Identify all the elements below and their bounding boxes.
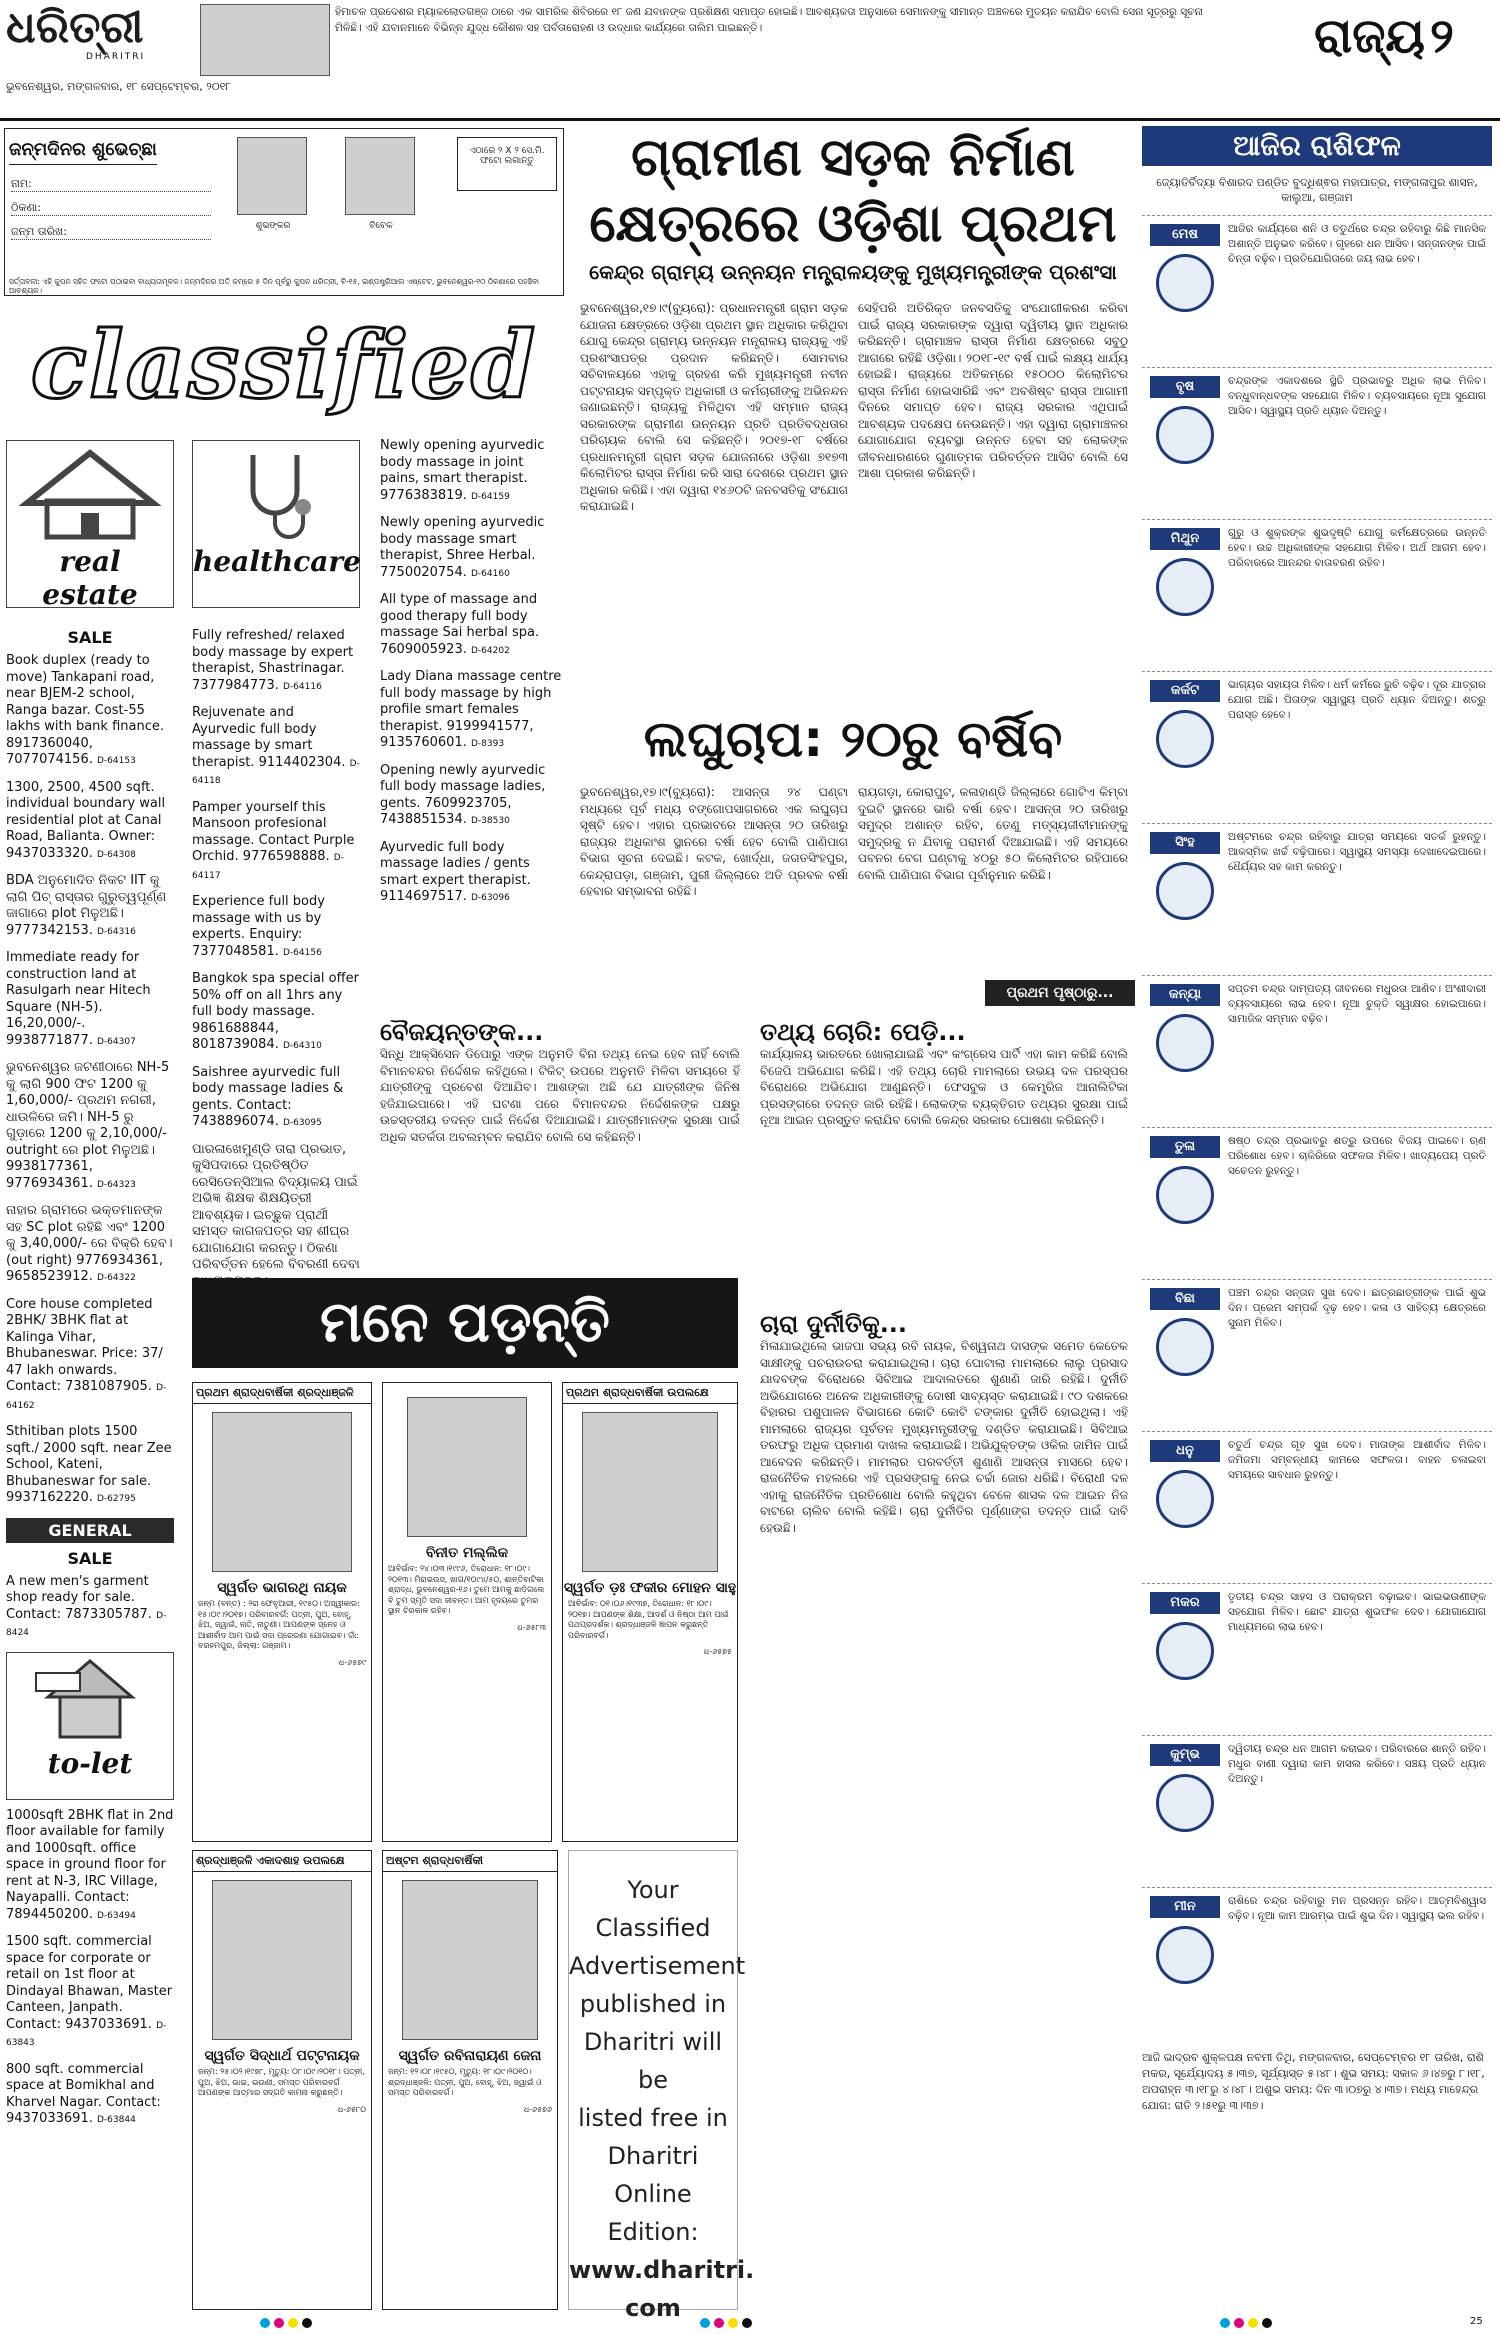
- general-ad: [6, 1574, 174, 1642]
- ad-text: 1000sqft 2BHK flat in 2nd floor available for family and 1000sqft. office space in ground floor for rent at N-3, IRC Village, Nayapalli. Contact: 7894450200.: [6, 1807, 174, 1922]
- obit4-details: ଜନ୍ମ: ୨୫।୦୨।୧୯୭୮, ମୃତ୍ୟୁ: ୦୮।୦୯।୨୦୧୮। ପତ୍ନୀ, ପୁଅ, ଝିଅ, ଭାଇ, ଭଉଣୀ, ସମସ୍ତ ପରିବାରବର୍ଗ ଆପଣଙ୍କ ଆତ୍ମାର ସଦ୍‌ଗତି କାମନା କରୁଛନ୍ତି।: [198, 2067, 365, 2097]
- obituary-card-5: [382, 1850, 558, 2310]
- cont-story-2: [760, 1018, 1128, 1308]
- sign-name: ମିଥୁନ: [1150, 528, 1220, 550]
- real-estate-ad: [6, 1424, 174, 1508]
- obit4-code: ଧ-୬୫୮୦: [337, 2104, 366, 2114]
- registration-mark-cyan: [260, 2318, 270, 2328]
- obituary-card-4: [192, 1850, 372, 2310]
- real-estate-ad: [6, 1060, 174, 1193]
- ad-code: D-64322: [96, 1273, 136, 1283]
- obit5-name: ସ୍ୱର୍ଗତ ରବିନାରାୟଣ ଜେନା: [398, 2048, 542, 2064]
- lead-headline: [578, 125, 1128, 257]
- masthead-rule: [0, 118, 1500, 121]
- horoscope-sign: [1142, 1431, 1492, 1571]
- cont-story-3: [760, 1310, 1128, 2310]
- sign-forecast: ଗୁରୁ ଓ ଶୁକ୍ରଙ୍କ ଶୁଭଦୃଷ୍ଟି ଯୋଗୁ କର୍ମକ୍ଷେତ୍ରରେ ଉନ୍ନତି ହେବ। ଉଚ୍ଚ ଅଧିକାରୀଙ୍କ ସହଯୋଗ ମିଳିବ। ଅର୍ଥ ଆଗମ ହେବ। ପରିବାରରେ ଆନନ୍ଦର ବାତାବରଣ ରହିବ।: [1228, 527, 1486, 569]
- top-news-ticker: ହିମାଚଳ ପ୍ରଦେଶର ମ୍ୟାକଲୋଡଗଞ୍ଜ ଠାରେ ଏକ ସାମରିକ ଶିବିରରେ ୧୮ ଜଣ ଯବାନଙ୍କ ପ୍ରଶିକ୍ଷଣ ସମାପ୍ତ ହୋଇଛି। ଆବଶ୍ୟକତା ଅନୁସାରେ ସେମାନଙ୍କୁ ସୀମାନ୍ତ ଅଞ୍ଚଳରେ ମୁତୟନ କରାଯିବ ବୋଲି ସେନା ସୂତ୍ରରୁ ସୂଚନା ମିଳିଛି। ଏହି ଯବାନମାନେ ବିଭିନ୍ନ ଯୁଦ୍ଧ କୌଶଳ ସହ ପର୍ବତାରୋହଣ ଓ ଉଦ୍ଧାର କାର୍ଯ୍ୟରେ ତାଲିମ ପାଇଛନ୍ତି।: [335, 6, 1204, 34]
- healthcare-ad: [192, 971, 360, 1055]
- obit2-photo: [407, 1397, 527, 1537]
- sign-forecast: ଚନ୍ଦ୍ରଙ୍କ ଏକାଦଶରେ ସ୍ଥିତି ପ୍ରଭାବରୁ ଅଧିକ ଲାଭ ମିଳିବ। ବନ୍ଧୁବାନ୍ଧବଙ୍କ ସହଯୋଗ ମିଳିବ। ବ୍ୟବସାୟରେ ନୂଆ ସୁଯୋଗ ଆସିବ। ସ୍ୱାସ୍ଥ୍ୟ ପ୍ରତି ଧ୍ୟାନ ଦିଅନ୍ତୁ।: [1228, 375, 1486, 417]
- sign-forecast: ଚତୁର୍ଥ ଚନ୍ଦ୍ର ଗୃହ ସୁଖ ଦେବ। ମାତାଙ୍କ ଆଶୀର୍ବାଦ ମିଳିବ। ଜମିଜମା ସମ୍ବନ୍ଧୀୟ କାମରେ ସଫଳତା। ବାହନ ଚଳାଇବା ସମୟରେ ସାବଧାନ ରୁହନ୍ତୁ।: [1228, 1439, 1486, 1481]
- ad-text: BDA ଅନୁମୋଦିତ ନିକଟ IIT କୁ ଲାଗି ପିଚ୍ ରାସ୍ତାର ଗୁରୁତ୍ୱପୂର୍ଣ୍ଣ ଜାଗାରେ plot ମିଳୁଅଛି। 9777342153.: [6, 873, 167, 938]
- healthcare-ad: [380, 669, 562, 753]
- ad-code: D-8424: [6, 1610, 167, 1638]
- ad-text: Newly opening ayurvedic body massage in joint pains, smart therapist. 9776383819.: [380, 438, 545, 503]
- obituary-card-1: [192, 1382, 372, 1842]
- real-estate-ad: [6, 873, 174, 940]
- real-estate-ads: [6, 653, 174, 1508]
- logo-subtitle: DHARITRI: [86, 52, 146, 62]
- masthead-logo: [6, 4, 196, 64]
- cont1-heading: ବୈଜୟନ୍ତଙ୍କ...: [380, 1018, 544, 1046]
- free-ad-line: Classified: [595, 1914, 711, 1942]
- healthcare-ad: [192, 894, 360, 961]
- horoscope-sign: [1142, 1127, 1492, 1267]
- ad-code: D-64156: [282, 947, 322, 958]
- birthday-footnote: ସର୍ତ୍ତାବଳୀ: ଏହି କୁପନ ସହିତ ଫଟୋ ପଠାଇବା ବାଧ୍ୟତାମୂଳକ। ଜନ୍ମଦିନର ଅତି କମ୍‌ରେ ୫ ଦିନ ପୂର୍ବରୁ କୁପନ ଧରିତ୍ରୀ, ବି-୧୫, ଇଣ୍ଡଷ୍ଟ୍ରିଆଲ ଏଷ୍ଟେଟ, ଭୁବନେଶ୍ୱର-୧୦ ଠିକଣାରେ ପହଞ୍ଚିବା ଆବଶ୍ୟକ।: [9, 277, 539, 295]
- ad-text: Fully refreshed/ relaxed body massage by expert therapist, Shastrinagar. 7377984773.: [192, 628, 354, 693]
- registration-mark-cyan-3: [1220, 2318, 1230, 2328]
- ad-code: D-38530: [470, 816, 510, 826]
- ad-code: D-64118: [192, 758, 360, 786]
- ad-code: D-64116: [282, 681, 322, 692]
- logo-text: ଧରିତ୍ରୀ: [6, 2, 144, 53]
- section-title: ରାଜ୍ୟ: [1314, 8, 1425, 64]
- photo-size-note: ଏଠାରେ ୨ X ୨ ସେ.ମି. ଫଟୋ ଲଗାନ୍ତୁ: [457, 137, 557, 191]
- healthcare-box: [192, 440, 360, 608]
- obit4-title: ଶ୍ରଦ୍ଧାଞ୍ଜଳି ଏକାଦଶାହ ଉପଲକ୍ଷେ: [193, 1851, 371, 1872]
- ad-code: D-64310: [282, 1041, 322, 1051]
- obit3-details: ଆବିର୍ଭାବ: ୦୧।୦୬।୧୯୩୭, ତିରୋଧାନ: ୧୮।୦୯।୨୦୧୭। ଆପଣଙ୍କ ଶିକ୍ଷା, ଆଦର୍ଶ ଓ ନିଷ୍ଠା ଆମ ପାଇଁ ପଥପ୍ରଦର୍ଶକ। ଶ୍ରଦ୍ଧାଞ୍ଜଳି ଜ୍ଞାପନ କରୁଛନ୍ତି ପରିବାରବର୍ଗ।: [568, 1599, 729, 1640]
- second-col1: ଭୁବନେଶ୍ୱର,୧୭।୯(ବ୍ୟୁରୋ): ଆସନ୍ତା ୨୪ ଘଣ୍ଟା ମଧ୍ୟରେ ପୂର୍ବ ମଧ୍ୟ ବଙ୍ଗୋପସାଗରରେ ଏକ ଲଘୁଚାପ ସୃଷ୍ଟି ହେବ। ଏହାର ପ୍ରଭାବରେ ଆସନ୍ତା ୨୦ ତାରିଖରୁ ରାଜ୍ୟର ଅଧିକାଂଶ ସ୍ଥାନରେ ବର୍ଷା ହେବ ବୋଲି ପାଣିପାଗ ବିଭାଗ ସୂଚନା ଦେଇଛି। କଟକ, ଖୋର୍ଦ୍ଧା, ଜଗତସିଂହପୁର, କେନ୍ଦ୍ରାପଡ଼ା, ଗଞ୍ଜାମ, ପୁରୀ ଜିଲ୍ଲାରେ ଅତି ପ୍ରବଳ ବର୍ଷା ହେବାର ସମ୍ଭାବନା ରହିଛି।: [580, 785, 848, 898]
- ad-code: D-63095: [282, 1118, 322, 1128]
- horoscope-sign: [1142, 367, 1492, 507]
- healthcare-ad: [380, 763, 562, 830]
- page-number-bottom: 25: [1470, 2316, 1483, 2327]
- healthcare-ads-col2: [192, 628, 360, 1301]
- obit3-name: ସ୍ୱର୍ଗତ ଡ଼ଃ ଫକୀର ମୋହନ ସାହୁ: [563, 1580, 737, 1596]
- from-first-page-tag: ପ୍ରଥମ ପୃଷ୍ଠାରୁ...: [985, 980, 1135, 1006]
- free-ad-line: Dharitri: [607, 2142, 699, 2170]
- sign-forecast: ଭାଗ୍ୟର ସହାୟତା ମିଳିବ। ଧର୍ମ କର୍ମରେ ରୁଚି ବଢ଼ିବ। ଦୂର ଯାତ୍ରାର ଯୋଗ ଅଛି। ପିତାଙ୍କ ସ୍ୱାସ୍ଥ୍ୟ ପ୍ରତି ଧ୍ୟାନ ଦିଅନ୍ତୁ। ଶତ୍ରୁ ପରାସ୍ତ ହେବେ।: [1228, 679, 1486, 721]
- obit5-title: ଅଷ୍ଟମ ଶ୍ରାଦ୍ଧବାର୍ଷିକୀ: [383, 1851, 557, 1872]
- sign-forecast: ଦ୍ୱିତୀୟ ଚନ୍ଦ୍ର ଧନ ଆଗମ କରାଇବ। ପରିବାରରେ ଶାନ୍ତି ରହିବ। ମଧୁର ବାଣୀ ଦ୍ୱାରା କାମ ହାସଲ କରିବେ। ସଞ୍ଚୟ ପ୍ରତି ଧ୍ୟାନ ଦିଅନ୍ତୁ।: [1228, 1743, 1486, 1785]
- dob-field[interactable]: ଜନ୍ମ ତାରିଖ:: [11, 225, 211, 240]
- obituary-card-2: [382, 1382, 552, 1842]
- ad-text: Bangkok spa special offer 50% off on all 1hrs any full body massage. 9861688844, 8018739084.: [192, 971, 359, 1052]
- ad-code: D-8393: [470, 739, 505, 749]
- ad-text: Lady Diana massage centre full body massage by high profile smart females therapist. 9199941577, 9135760601.: [380, 669, 562, 750]
- sign-forecast: ଆଜିର କାର୍ଯ୍ୟରେ ଶନି ଓ ଚତୁର୍ଥରେ ଚନ୍ଦ୍ର ରହିବାରୁ କିଛି ମାନସିକ ଅଶାନ୍ତି ଅନୁଭବ କରିବେ। ଗୃହରେ ଧନ ଆସିବ। ସନ୍ତାନଙ୍କ ପାଇଁ ଚିନ୍ତା ବଢ଼ିବ। ପ୍ରତିଯୋଗିତାରେ ଜୟ ଲାଭ ହେବ।: [1228, 223, 1486, 265]
- obit4-name: ସ୍ୱର୍ଗତ ସିଦ୍ଧାର୍ଥ ପଟ୍ଟନାୟକ: [204, 2048, 360, 2064]
- zodiac-icon: [1156, 254, 1214, 312]
- ad-text: Experience full body massage with us by experts. Enquiry: 7377048581.: [192, 894, 325, 959]
- real-estate-ad: [6, 780, 174, 864]
- ad-code: D-63494: [96, 1910, 136, 1921]
- ad-code: D-63096: [470, 893, 510, 903]
- cont-story-1: [380, 1018, 740, 1268]
- ad-code: D-64117: [192, 853, 344, 881]
- sign-name: କନ୍ୟା: [1150, 984, 1220, 1006]
- sign-name: ମେଷ: [1150, 224, 1220, 246]
- lead-headline-line2: କ୍ଷେତ୍ରରେ ଓଡ଼ିଶା ପ୍ରଥମ: [589, 194, 1117, 254]
- ad-code: D-63844: [96, 2115, 136, 2125]
- ad-text: 1300, 2500, 4500 sqft. individual boundary wall residential plot at Canal Road, Balianta. Owner: 9437033320.: [6, 779, 166, 861]
- ad-text: Opening newly ayurvedic full body massage ladies, gents. 7609923705, 7438851534.: [380, 762, 546, 827]
- to-let-ads: [6, 1808, 174, 2129]
- obit1-photo: [212, 1412, 352, 1572]
- free-ad-line: com: [625, 2294, 681, 2322]
- horoscope-sign: [1142, 215, 1492, 355]
- registration-mark-black-3: [1262, 2318, 1272, 2328]
- ad-code: D-64308: [96, 849, 136, 860]
- zodiac-icon: [1156, 1622, 1214, 1680]
- obit3-photo: [582, 1412, 718, 1572]
- sign-name: ମୀନ: [1150, 1896, 1220, 1918]
- horoscope-sign: [1142, 823, 1492, 963]
- obit1-name: ସ୍ୱର୍ଗତ ଭାଗରଥି ନାୟକ: [217, 1580, 347, 1596]
- child-photo-2: [345, 137, 415, 215]
- free-ad-line: published in: [579, 1990, 727, 2018]
- real-estate-ad: [6, 1297, 174, 1415]
- ad-text: Newly opening ayurvedic body massage smart therapist, Shree Herbal. 7750020754.: [380, 515, 545, 580]
- horoscope-footer: ଆଜି ଭାଦ୍ରବ ଶୁକ୍ଳପକ୍ଷ ନବମୀ ତିଥି, ମଙ୍ଗଳବାର, ସେପ୍ଟେମ୍ବର ୧୮ ତାରିଖ, ରାଶି ମକର, ସୂର୍ଯ୍ୟୋଦୟ ୫।୩୭, ସୂର୍ଯ୍ୟାସ୍ତ ୫।୪୮। ଶୁଭ ସମୟ: ସକାଳ ୬।୪୭ରୁ ୮।୧୮, ଅପରାହ୍ନ ୩।୧୮ରୁ ୪।୪୮। ଅଶୁଭ ସମୟ: ଦିନ ୩।୦୭ରୁ ୪।୩୭। ମଧ୍ୟ ମାହେନ୍ଦ୍ର ଯୋଗ: ରାତି ୨।୫୧ରୁ ୩।୩୭।: [1142, 2051, 1485, 2112]
- to-let-sign-icon: [30, 1653, 150, 1743]
- second-headline: ଲଘୁଚାପ: ୨୦ରୁ ବର୍ଷିବ: [643, 710, 1063, 768]
- obituary-card-3: [562, 1382, 738, 1842]
- free-ad-line: Advertisement: [569, 1952, 746, 1980]
- lead-headline-line1: ଗ୍ରାମୀଣ ସଡ଼କ ନିର୍ମାଣ: [631, 128, 1075, 188]
- free-ad-line: listed free in: [578, 2104, 728, 2132]
- zodiac-icon: [1156, 1318, 1214, 1376]
- to-let-ad: [6, 2062, 174, 2129]
- to-let-ad: [6, 1934, 174, 2052]
- ad-text: Core house completed 2BHK/ 3BHK flat at Kalinga Vihar, Bhubaneswar. Price: 37/ 47 lakh onwards. Contact: 7381087905.: [6, 1296, 163, 1394]
- registration-mark-yellow-2: [728, 2318, 738, 2328]
- healthcare-ad: [380, 438, 562, 505]
- birthday-coupon: [4, 128, 564, 296]
- real-estate-box: [6, 440, 174, 611]
- obit3-code: ଧ-୬୫୭୫: [703, 1647, 732, 1656]
- ad-code: D-63843: [6, 2020, 167, 2048]
- ad-code: D-64160: [470, 568, 510, 579]
- registration-mark-yellow: [288, 2318, 298, 2328]
- ad-text: Rejuvenate and Ayurvedic full body massage by smart therapist. 9114402304.: [192, 705, 346, 770]
- real-estate-ad: [6, 653, 174, 770]
- registration-mark-cyan-2: [700, 2318, 710, 2328]
- healthcare-ad: [192, 705, 360, 790]
- sign-forecast: ରାଶିରେ ଚନ୍ଦ୍ର ରହିବାରୁ ମନ ପ୍ରସନ୍ନ ରହିବ। ଆତ୍ମବିଶ୍ୱାସ ବଢ଼ିବ। ନୂଆ କାମ ଆରମ୍ଭ ପାଇଁ ଶୁଭ ଦିନ। ସ୍ୱାସ୍ଥ୍ୟ ଭଲ ରହିବ।: [1228, 1895, 1486, 1922]
- lead-subhead: କେନ୍ଦ୍ର ଗ୍ରାମ୍ୟ ଉନ୍ନୟନ ମନ୍ତ୍ରାଳୟଙ୍କୁ ମୁଖ୍ୟମନ୍ତ୍ରୀଙ୍କ ପ୍ରଶଂସା: [589, 260, 1117, 284]
- to-let-ad: [6, 1808, 174, 1925]
- house-icon: [7, 441, 173, 541]
- healthcare-ad: [380, 592, 562, 659]
- healthcare-ads-col3: [380, 438, 562, 917]
- ad-code: D-64202: [470, 645, 510, 656]
- name-field[interactable]: ନାମ:: [11, 177, 211, 192]
- page-number-top: ୨: [1430, 8, 1454, 64]
- ad-text: Pamper yourself this Mansoon profesional massage. Contact Purple Orchid. 9776598888.: [192, 799, 355, 864]
- cont3-heading: ଚାରା ଦୁର୍ନୀତିକୁ...: [760, 1310, 908, 1338]
- obit5-code: ଧ-୬୫୭୬: [523, 2104, 552, 2114]
- ad-text: Book duplex (ready to move) Tankapani road, near BJEM-2 school, Ranga bazar. Cost-55 lakhs with bank finance. 8917360040, 7077074156.: [6, 653, 164, 767]
- ad-text: ଭୁବନେଶ୍ୱର ଜଟଣୀଠାରେ NH-5 କୁ ଲାଗି 900 ଫିଟ 1200 କୁ 1,60,000/- ପ୍ରଥମ ନଗରୀ, ଧାଉଳିରେ ଜମି। NH-5 ରୁ ଗୁଡ଼ାରେ 1200 କୁ 2,10,000/- outright ରେ plot ମିଳୁଅଛି। 9938177361, 9776934361.: [6, 1060, 170, 1191]
- healthcare-ad: [192, 628, 360, 695]
- general-sale-heading: SALE: [67, 1548, 113, 1568]
- dateline: ଭୁବନେଶ୍ୱର, ମଙ୍ଗଳବାର, ୧୮ ସେପ୍ଟେମ୍ବର, ୨୦୧୮: [6, 80, 232, 93]
- horoscope-sign: [1142, 519, 1492, 659]
- cont3-body: ମିଳାଯାଇଥିଲେ ଭାଜପା ସଭ୍ୟ ରବି ନାୟକ, ବିଶ୍ୱନାଥ ଦାସଙ୍କ ସମେତ କେତେକ ସାକ୍ଷୀଙ୍କୁ ପଚରାଉଚରା କରାଯାଇଥିଲା। ଚାରା ଘୋଟାଲା ମାମଲାରେ ଲାଲୁ ପ୍ରସାଦ ଯାଦବଙ୍କ ବିରୋଧରେ ସିବିଆଇ ଆଦାଲତରେ ଶୁଣାଣି ଜାରି ରହିଛି। ଦୁର୍ନୀତି ଅଭିଯୋଗରେ ଅନେକ ଅଧିକାରୀଙ୍କୁ ଦୋଷୀ ସାବ୍ୟସ୍ତ କରାଯାଇଛି। ୯୦ ଦଶକରେ ବିହାରର ପଶୁପାଳନ ବିଭାଗରେ କୋଟି କୋଟି ଟଙ୍କାର ଦୁର୍ନୀତି ହୋଇଥିଲା। ଏହି ମାମଲାରେ ରାଜ୍ୟର ପୂର୍ବତନ ମୁଖ୍ୟମନ୍ତ୍ରୀଙ୍କୁ ଦଣ୍ଡିତ କରାଯାଇଛି। ସିବିଆଇ ତରଫରୁ ଅଧିକ ପ୍ରମାଣ ଦାଖଲ କରାଯାଇଛି। ଅଭିଯୁକ୍ତଙ୍କ ଓକିଲ ଜାମିନ ପାଇଁ ଆବେଦନ କରିଛନ୍ତି। ମାମଲାର ପରବର୍ତ୍ତୀ ଶୁଣାଣି ଆସନ୍ତା ମାସରେ ହେବ। ରାଜନୈତିକ ମହଲରେ ଏହି ପ୍ରସଙ୍ଗକୁ ନେଇ ଚର୍ଚ୍ଚା ଜୋର ଧରିଛି। ବିରୋଧୀ ଦଳ ଏହାକୁ ରାଜନୈତିକ ପ୍ରତିଶୋଧ ବୋଲି କହୁଥିବା ବେଳେ ଶାସକ ଦଳ ଆଇନ ନିଜ ବାଟରେ ଚାଲିବ ବୋଲି କହିଛି। ଚାରା ଦୁର୍ନୀତିର ପୂର୍ଣ୍ଣାଙ୍ଗ ତଦନ୍ତ ପାଇଁ ଦାବି ହେଉଛି।: [760, 1339, 1128, 1535]
- zodiac-icon: [1156, 406, 1214, 464]
- horoscope-author: ଜ୍ୟୋତିର୍ବିଦ୍ୟା ବିଶାରଦ ପଣ୍ଡିତ ବୁଦ୍ଧିଶ୍ଵର ମହାପାତ୍ର, ମଙ୍ଗଳାପୁର ଶାସନ, କାଲୁଆ, ଗଞ୍ଜାମ: [1156, 176, 1478, 204]
- healthcare-ad: [192, 800, 360, 885]
- obit5-details: ଜନ୍ମ: ୧୨।୦୮।୧୯୫୦, ମୃତ୍ୟୁ: ୧୮।୦୯।୨୦୧୦। ଶ୍ରଦ୍ଧାଞ୍ଜଳି: ପତ୍ନୀ, ପୁଅ, ବୋହୂ, ଝିଅ, ଜ୍ୱାଇଁ ଓ ସମସ୍ତ ପରିବାରବର୍ଗ।: [388, 2067, 542, 2097]
- obit5-photo: [402, 1880, 538, 2040]
- ad-code: D-64159: [470, 491, 510, 502]
- ad-text: ପାରଳାଖେମୁଣ୍ଡି ତାରା ପ୍ରଭାତ, କୁସିପଦାରେ ପ୍ରତିଷ୍ଠିତ ରେସିଡେନ୍ସିଆଲ ବିଦ୍ୟାଳୟ ପାଇଁ ଅଭିଜ୍ଞ ଶିକ୍ଷକ ଶିକ୍ଷୟିତ୍ରୀ ଆବଶ୍ୟକ। ଇଚ୍ଛୁକ ପ୍ରାର୍ଥୀ ସମସ୍ତ କାଗଜପତ୍ର ସହ ଶୀଘ୍ର ଯୋଗାଯୋଗ କରନ୍ତୁ। ଠିକଣା ପରିବର୍ତ୍ତନ ହେଲେ ବିବରଣୀ ଦେବା: [192, 1141, 360, 1272]
- child-caption-2: ବିବେକ: [369, 221, 393, 231]
- free-ad-line: Dharitri will be: [583, 2028, 723, 2094]
- registration-mark-magenta-2: [714, 2318, 724, 2328]
- zodiac-icon: [1156, 558, 1214, 616]
- sign-name: ତୁଳା: [1150, 1136, 1220, 1158]
- ad-text: Sthitiban plots 1500 sqft./ 2000 sqft. near Zee School, Kateni, Bhubaneswar for sale. 9937162220.: [6, 1424, 172, 1505]
- registration-mark-yellow-3: [1248, 2318, 1258, 2328]
- ad-code: D-64323: [96, 1179, 136, 1190]
- sale-heading: SALE: [67, 628, 113, 647]
- ad-code: D-62795: [96, 1494, 136, 1504]
- healthcare-label: healthcare: [193, 545, 361, 578]
- sign-name: ସିଂହ: [1150, 832, 1220, 854]
- zodiac-icon: [1156, 1926, 1214, 1984]
- ad-code: D-64153: [96, 756, 136, 766]
- ad-text: All type of massage and good therapy full body massage Sai herbal spa. 7609005923.: [380, 592, 540, 657]
- sign-name: ବିଛା: [1150, 1288, 1220, 1310]
- child-caption-1: ଶୁଭଙ୍କର: [255, 221, 291, 231]
- sign-name: ବୃଷ: [1150, 376, 1220, 398]
- general-ads: [6, 1574, 174, 1642]
- obit2-name: ବିନୀତ ମଲ୍ଲିକ: [425, 1545, 509, 1561]
- ad-text: 800 sqft. commercial space at Bomikhal and Kharvel Nagar. Contact: 9437033691.: [6, 2061, 161, 2126]
- zodiac-icon: [1156, 1166, 1214, 1224]
- cont2-body: କାର୍ଯ୍ୟାଳୟ ଭାରତରେ ଖୋଲାଯାଇଛି ଏବଂ କଂଗ୍ରେସ ପାର୍ଟି ଏହା କାମ କରିଛି ବୋଲି ବିଜେପି ଅଭିଯୋଗ କରିଛି। ଏହି ତଥ୍ୟ ଚୋରି ମାମଲାରେ ଉଭୟ ଦଳ ପରସ୍ପର ବିରୋଧରେ ଅଭିଯୋଗ ଆଣୁଛନ୍ତି। ଫେସବୁକ ଓ କେମ୍ବ୍ରିଜ ଆନାଲିଟିକା ପ୍ରସଙ୍ଗରେ ତଦନ୍ତ ଜାରି ରହିଛି। ଲୋକଙ୍କ ବ୍ୟକ୍ତିଗତ ତଥ୍ୟର ସୁରକ୍ଷା ପାଇଁ ନୂଆ ଆଇନ ପ୍ରସ୍ତୁତ କରାଯିବ ବୋଲି କେନ୍ଦ୍ର ସରକାର ଘୋଷଣା କରିଛନ୍ତି।: [760, 1047, 1128, 1127]
- ad-text: Saishree ayurvedic full body massage ladies & gents. Contact: 7438896074.: [192, 1064, 344, 1129]
- registration-mark-magenta: [274, 2318, 284, 2328]
- col1-ads: [6, 622, 174, 2139]
- second-col2: ରାୟଗଡ଼ା, କୋରାପୁଟ, କଳାହାଣ୍ଡି ଜିଲ୍ଲାରେ ଗୋଟିଏ କିମ୍ବା ଦୁଇଟି ସ୍ଥାନରେ ଭାରି ବର୍ଷା ହେବ। ଆସନ୍ତା ୨୦ ତାରିଖରୁ ସମୁଦ୍ର ଅଶାନ୍ତ ରହିବ, ତେଣୁ ମତ୍ସ୍ୟଜୀବୀମାନଙ୍କୁ ସମୁଦ୍ରକୁ ନ ଯିବାକୁ ପରାମର୍ଶ ଦିଆଯାଇଛି। ଏହି ସମୟରେ ପବନର ବେଗ ଘଣ୍ଟାକୁ ୪୦ରୁ ୫୦ କିଲୋମିଟର ରହିପାରେ ବୋଲି ପାଣିପାଗ ବିଭାଗ ପୂର୍ବାନୁମାନ କରିଛି।: [858, 785, 1128, 882]
- lead-col1: ଭୁବନେଶ୍ୱର,୧୭।୯(ବ୍ୟୁରୋ): ପ୍ରଧାନମନ୍ତ୍ରୀ ଗ୍ରାମ ସଡ଼କ ଯୋଜନା କ୍ଷେତ୍ରରେ ଓଡ଼ିଶା ପ୍ରଥମ ସ୍ଥାନ ଅଧିକାର କରିଥିବା ଯୋଗୁ କେନ୍ଦ୍ର ଗ୍ରାମ୍ୟ ଉନ୍ନୟନ ମନ୍ତ୍ରାଳୟ ରାଜ୍ୟକୁ ଏହି ପ୍ରଶଂସାପତ୍ର ପ୍ରଦାନ କରିଛନ୍ତି। ସୋମବାର ସଚିବାଳୟରେ ଏହାକୁ ଗ୍ରହଣ କରି ମୁଖ୍ୟମନ୍ତ୍ରୀ ନବୀନ ପଟ୍ଟନାୟକ ସମ୍ପୃକ୍ତ ଅଧିକାରୀ ଓ କର୍ମଚାରୀଙ୍କୁ ଅଭିନନ୍ଦନ ଜଣାଇଛନ୍ତି। ରାଜ୍ୟକୁ ମିଳିଥିବା ଏହି ସମ୍ମାନ ରାଜ୍ୟ ସରକାରଙ୍କ ଗ୍ରାମୀଣ ଉନ୍ନୟନ ପ୍ରତି ପ୍ରତିବଦ୍ଧତାର ପରିଚାୟକ ବୋଲି ସେ କହିଛନ୍ତି। ୨୦୧୭-୧୮ ବର୍ଷରେ ପ୍ରଧାନମନ୍ତ୍ରୀ ଗ୍ରାମ ସଡ଼କ ଯୋଜନାରେ ଓଡ଼ିଶା ୭୧୭୩ କିଲୋମିଟର ରାସ୍ତା ନିର୍ମାଣ କରି ସାରା ଦେଶରେ ପ୍ରଥମ ସ୍ଥାନ ଅଧିକାର କରିଛି। ଏହା ଦ୍ୱାରା ୧୪୬୦ଟି ଜନବସତିକୁ ସଂଯୋଗ କରାଯାଇଛି।: [580, 301, 848, 513]
- to-let-label: to-let: [47, 1746, 133, 1780]
- obit1-title: ପ୍ରଥମ ଶ୍ରାଦ୍ଧବାର୍ଷିକୀ ଶ୍ରଦ୍ଧାଞ୍ଜଳି: [193, 1383, 371, 1404]
- stethoscope-icon: [193, 441, 359, 541]
- birthday-title: ଜନ୍ମଦିନର ଶୁଭେଚ୍ଛା: [9, 139, 157, 165]
- lead-col2: ସେହିପରି ଅତିରିକ୍ତ ଜନବସତିକୁ ସଂଯୋଗୀକରଣ କରିବା ପାଇଁ ରାଜ୍ୟ ସରକାରଙ୍କ ଦ୍ୱାରା ଦ୍ୱିତୀୟ ସ୍ଥାନ ଅଧିକାର କରିଛନ୍ତି। ଗ୍ରାମାଞ୍ଚଳ ରାସ୍ତା ନିର୍ମାଣ କ୍ଷେତ୍ରରେ ସବୁଠୁ ଆଗରେ ରହିଛି ଓଡ଼ିଶା। ୨୦୧୮-୧୯ ବର୍ଷ ପାଇଁ ଲକ୍ଷ୍ୟ ଧାର୍ଯ୍ୟ ହୋଇଛି। ରାଜ୍ୟରେ ଅତିକମ୍‌ରେ ୧୫୦୦୦ କିଲୋମିଟର ରାସ୍ତା ନିର୍ମାଣ ହୋଇସାରିଛି ଏବଂ ଅବଶିଷ୍ଟ ରାସ୍ତା ଆଗାମୀ ଦିନରେ ସମାପ୍ତ ହେବ। ରାଜ୍ୟ ସରକାର ଏଥିପାଇଁ ଆବଶ୍ୟକ ପଦକ୍ଷେପ ନେଉଛନ୍ତି। ଏହା ଦ୍ୱାରା ଗ୍ରାମାଞ୍ଚଳର ଯୋଗାଯୋଗ ବ୍ୟବସ୍ଥା ଉନ୍ନତ ହେବା ସହ ଲୋକଙ୍କ ଜୀବନଧାରଣରେ ଗୁଣାତ୍ମକ ପରିବର୍ତ୍ତନ ଆସିବ ବୋଲି ସେ ଆଶା ପ୍ରକାଶ କରିଛନ୍ତି।: [858, 301, 1128, 480]
- free-ad-line: Your: [627, 1876, 679, 1904]
- obit3-title: ପ୍ରଥମ ଶ୍ରାଦ୍ଧବାର୍ଷିକୀ ଉପଲକ୍ଷେ: [563, 1383, 737, 1404]
- ad-text: ନାହାର ଗ୍ରାମରେ ଭକ୍ତମାନଙ୍କ ସହ SC plot ରହିଛି ଏବଂ 1200 କୁ 3,40,000/- ରେ ବିକ୍ରି ହେବ। (out right) 9776934361, 9658523912.: [6, 1203, 173, 1284]
- ad-text: A new men's garment shop ready for sale. Contact: 7873305787.: [6, 1573, 152, 1622]
- free-ad-line: www.dharitri.: [569, 2256, 755, 2284]
- sign-forecast: ପଞ୍ଚମ ଚନ୍ଦ୍ର ସନ୍ତାନ ସୁଖ ଦେବ। ଛାତ୍ରଛାତ୍ରୀଙ୍କ ପାଇଁ ଶୁଭ ଦିନ। ପ୍ରେମ ସମ୍ପର୍କ ଦୃଢ଼ ହେବ। କଳା ଓ ସାହିତ୍ୟ କ୍ଷେତ୍ରରେ ସୁନାମ ମିଳିବ।: [1228, 1287, 1486, 1329]
- horoscope-sign: [1142, 1735, 1492, 1875]
- sign-forecast: ଷଷ୍ଠ ଚନ୍ଦ୍ର ପ୍ରଭାବରୁ ଶତ୍ରୁ ଉପରେ ବିଜୟ ପାଇବେ। ଋଣ ପରିଶୋଧ ହେବ। ଚାକିରିରେ ସଫଳତା ମିଳିବ। ଖାଦ୍ୟପେୟ ପ୍ରତି ସଚେତନ ରୁହନ୍ତୁ।: [1228, 1135, 1486, 1177]
- real-estate-label: real estate: [42, 545, 138, 611]
- obituary-banner: ମନେ ପଡ଼ନ୍ତି: [192, 1278, 738, 1368]
- horoscope-sign: [1142, 671, 1492, 811]
- ad-code: D-64162: [6, 1383, 167, 1411]
- sign-forecast: ତୃତୀୟ ଚନ୍ଦ୍ର ସାହସ ଓ ପରାକ୍ରମ ବଢ଼ାଇବ। ଭାଇଭଉଣୀଙ୍କ ସହଯୋଗ ମିଳିବ। ଛୋଟ ଯାତ୍ରା ଶୁଭଫଳ ଦେବ। ଯୋଗାଯୋଗ ମାଧ୍ୟମରେ ଲାଭ ହେବ।: [1228, 1591, 1486, 1633]
- address-field[interactable]: ଠିକଣା:: [11, 201, 211, 216]
- ad-text: 1500 sqft. commercial space for corporate or retail on 1st floor at Dindayal Bhawan, Master Canteen, Janpath. Contact: 9437033691.: [6, 1934, 173, 2032]
- healthcare-ad: [192, 1142, 360, 1292]
- horoscope-sign: [1142, 975, 1492, 1115]
- sign-name: କର୍କଟ: [1150, 680, 1220, 702]
- zodiac-icon: [1156, 1014, 1214, 1072]
- obit1-details: ଜନ୍ମ (ବନ୍ତ) : ୨ରା ଫେବୃଆରୀ, ୧୯୫୦। ଅସ୍ୱୀକାର: ୧୫।୦୯।୨୦୧୭। ପରିବାରବର୍ଗ: ପତ୍ନୀ, ପୁଅ, ବୋହୂ, ଝିଅ, ଜ୍ୱାଇଁ, ନାତି, ନାତୁଣୀ। ଆପଣଙ୍କ ସ୍ନେହ ଓ ଆଶୀର୍ବାଦ ଆମ ପାଇଁ ସଦା ପ୍ରେରଣା ଯୋଗାଇବ। ଗାଁ: ବରହମପୁର, ଜିଲ୍ଲା: ଗଞ୍ଜାମ।: [198, 1599, 360, 1650]
- zodiac-icon: [1156, 1774, 1214, 1832]
- zodiac-icon: [1156, 862, 1214, 920]
- ad-code: D-64307: [96, 1036, 136, 1047]
- sign-name: କୁମ୍ଭ: [1150, 1744, 1220, 1766]
- registration-mark-black: [302, 2318, 312, 2328]
- zodiac-icon: [1156, 1470, 1214, 1528]
- healthcare-ad: [380, 515, 562, 582]
- healthcare-ad: [192, 1065, 360, 1132]
- classified-banner: classified: [30, 311, 538, 419]
- ad-code: D-64316: [96, 926, 136, 937]
- to-let-box: [6, 1652, 174, 1800]
- ad-text: Ayurvedic full body massage ladies / gents smart expert therapist. 9114697517.: [380, 839, 531, 904]
- soldiers-photo: [200, 4, 330, 76]
- cont1-body: ସିନ୍ଧି ଆକ୍ସିସେନ ଡିପୋରୁ ଏଙ୍କ ଅନୁମତି ବିନା ତଥ୍ୟ ନେଇ ହେବ ନାହିଁ ବୋଲି ବିମାନବନ୍ଦର ନିର୍ଦ୍ଦେଶକ କହିଥିଲେ। ଟିକିଟ୍ ଉପରେ ଅନୁମତି ମିଳିବା ସମୟରେ ହିଁ ଯାତ୍ରୀଙ୍କୁ ପ୍ରବେଶ ଦିଆଯିବ। ଆଶଙ୍କା ଅଛି ଯେ ଯାତ୍ରୀଙ୍କ ଜିନିଷ ହଜିଯାଇପାରେ। ଏହି ଘଟଣା ପରେ ବିମାନବନ୍ଦର ନିର୍ଦ୍ଦେଶକଙ୍କ ପକ୍ଷରୁ ଉଚ୍ଚସ୍ତରୀୟ ତଦନ୍ତ ପାଇଁ ନିର୍ଦ୍ଦେଶ ଦିଆଯାଇଛି। ଯାତ୍ରୀମାନଙ୍କ ସୁରକ୍ଷା ପାଇଁ ଅଧିକ ସତର୍କତା ଅବଲମ୍ବନ କରାଯିବ ବୋଲି ସେ କହିଛନ୍ତି।: [380, 1047, 740, 1144]
- obit4-photo: [212, 1880, 352, 2040]
- free-online-listing-ad: [568, 1850, 755, 2322]
- free-ad-line: Online Edition:: [607, 2180, 699, 2246]
- horoscope-sign: [1142, 1887, 1492, 2027]
- obit1-code: ଧ-୬୫୭୯: [338, 1657, 366, 1667]
- sign-name: ମକର: [1150, 1592, 1220, 1614]
- horoscope-title: ଆଜିର ରାଶିଫଳ: [1142, 126, 1492, 166]
- sign-forecast: ସପ୍ତମ ଚନ୍ଦ୍ର ଦାମ୍ପତ୍ୟ ଜୀବନରେ ମଧୁରତା ଆଣିବ। ଅଂଶୀଦାରୀ ବ୍ୟବସାୟରେ ଲାଭ ହେବ। ନୂଆ ଚୁକ୍ତି ସ୍ୱାକ୍ଷର ହୋଇପାରେ। ସାମାଜିକ ସମ୍ମାନ ବଢ଼ିବ।: [1228, 983, 1486, 1025]
- real-estate-ad: [6, 950, 174, 1050]
- ad-text: Immediate ready for construction land at Rasulgarh near Hitech Square (NH-5). 16,20,000/-. 9938771877.: [6, 950, 151, 1048]
- real-estate-ad: [6, 1203, 174, 1287]
- obit2-details: ଆବିର୍ଭାବ: ୨୪।୦୩।୧୯୯୬, ତିରୋଧାନ: ୧୮।୦୯।୨୦୧୩। ମିରାଭଉସ, ଖାଗ/୧୦୯୪/୫୦, ଶାନ୍ତିବାଟିକା ଶ୍ରାଦ୍ଧ, ଭୁବନେଶ୍ୱର-୧୬। ତୁମେ ଆମକୁ ଛାଡ଼ିଗଲେ ବି ତୁମ ସ୍ମୃତି ସଦା ଜୀବନ୍ତ। ଆମ ହୃଦୟରେ ତୁମର ସ୍ଥାନ ଚିରକାଳ ରହିବ।: [388, 1564, 545, 1615]
- registration-mark-black-2: [742, 2318, 752, 2328]
- zodiac-icon: [1156, 710, 1214, 768]
- healthcare-ad: [380, 840, 562, 907]
- horoscope-sign: [1142, 1583, 1492, 1723]
- sign-forecast: ଅଷ୍ଟମରେ ଚନ୍ଦ୍ର ରହିବାରୁ ଯାତ୍ରା ସମୟରେ ସତର୍କ ରୁହନ୍ତୁ। ଆକସ୍ମିକ ଖର୍ଚ୍ଚ ବଢ଼ିପାରେ। ସ୍ୱାସ୍ଥ୍ୟ ସମସ୍ୟା ଦେଖାଦେଇପାରେ। ଧୈର୍ଯ୍ୟର ସହ କାମ କରନ୍ତୁ।: [1228, 831, 1486, 873]
- registration-mark-magenta-3: [1234, 2318, 1244, 2328]
- general-heading: GENERAL: [6, 1518, 174, 1543]
- cont2-heading: ତଥ୍ୟ ଚୋରି: ପେଡ଼ି...: [760, 1018, 966, 1046]
- sign-name: ଧନୁ: [1150, 1440, 1220, 1462]
- obit2-code: ଧ-୬୫୮୩: [517, 1622, 546, 1632]
- horoscope-sign: [1142, 1279, 1492, 1419]
- child-photo-1: [237, 137, 307, 215]
